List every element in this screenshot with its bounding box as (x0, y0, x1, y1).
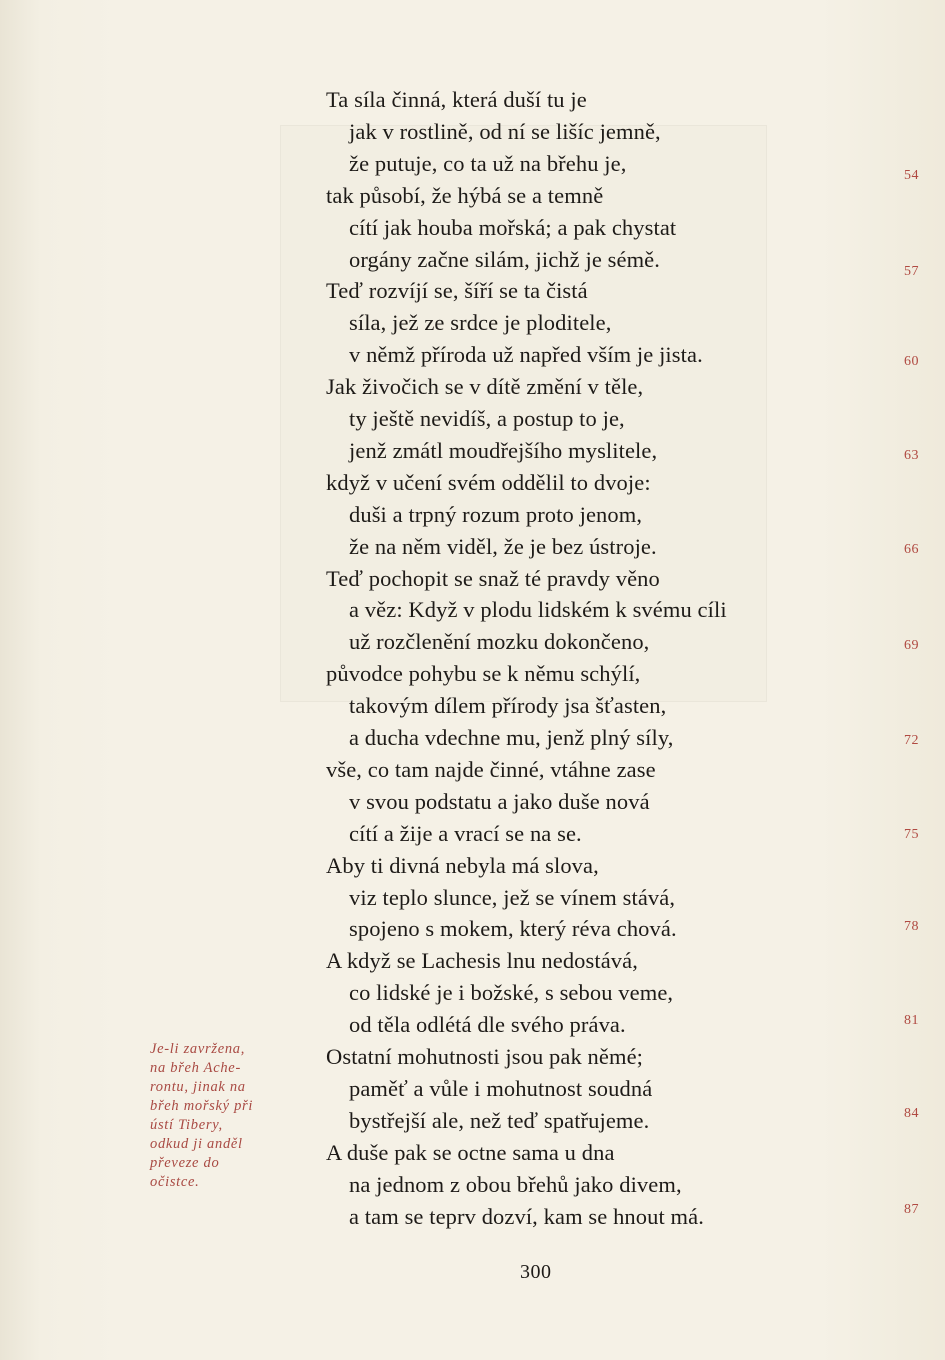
verse-line: že na něm viděl, že je bez ústroje. (349, 533, 657, 559)
line-number: 54 (904, 168, 919, 183)
verse-line: duši a trpný rozum proto jenom, (349, 501, 643, 527)
verse-line: a tam se teprv dozví, kam se hnout má. (349, 1203, 704, 1229)
line-number: 81 (904, 1013, 919, 1028)
verse-line: že putuje, co ta už na břehu je, (349, 150, 627, 176)
verse-line: Jak živočich se v dítě změní v těle, (326, 374, 644, 400)
margin-note-line: odkud ji anděl (150, 1136, 243, 1152)
verse-line: spojeno s mokem, který réva chová. (349, 916, 677, 942)
margin-note-line: břeh mořský při (150, 1098, 254, 1114)
verse-line: a věz: Když v plodu lidském k svému cíli (349, 597, 727, 623)
verse-line: cítí jak houba mořská; a pak chystat (349, 214, 677, 240)
verse-line: orgány začne silám, jichž je sémě. (349, 246, 660, 272)
verse-line: už rozčlenění mozku dokončeno, (349, 629, 650, 655)
page-number: 300 (520, 1261, 552, 1283)
verse-line: Teď pochopit se snaž té pravdy věno (326, 565, 660, 591)
margin-note (150, 1040, 290, 1192)
verse-line: paměť a vůle i mohutnost soudná (349, 1075, 653, 1101)
verse-line: v němž příroda už napřed vším je jista. (349, 342, 703, 368)
margin-note-line: Je-li zavržena, (150, 1041, 246, 1057)
verse-line: na jednom z obou břehů jako divem, (349, 1171, 682, 1197)
margin-note-line: ústí Tibery, (150, 1117, 223, 1133)
verse-line: tak působí, že hýbá se a temně (326, 182, 604, 208)
line-number: 75 (904, 827, 919, 842)
verse-line: síla, jež ze srdce je ploditele, (349, 310, 612, 336)
verse-line: cítí a žije a vrací se na se. (349, 820, 582, 846)
verse-line: a ducha vdechne mu, jenž plný síly, (349, 725, 674, 750)
verse-line: A když se Lachesis lnu nedostává, (326, 948, 638, 974)
verse-line: vše, co tam najde činné, vtáhne zase (326, 756, 656, 782)
line-number: 72 (904, 733, 919, 748)
line-number: 57 (904, 264, 919, 279)
verse-line: jenž zmátl moudřejšího myslitele, (349, 437, 658, 463)
verse-line: Teď rozvíjí se, šíří se ta čistá (326, 278, 588, 304)
verse-line: když v učení svém oddělil to dvoje: (326, 469, 651, 495)
verse-line: původce pohybu se k němu schýlí, (326, 661, 641, 687)
line-number: 87 (904, 1202, 919, 1217)
verse-line: A duše pak se octne sama u dna (326, 1139, 615, 1165)
verse-line: co lidské je i božské, s sebou veme, (349, 980, 674, 1006)
verse-line: Ostatní mohutnosti jsou pak němé; (326, 1044, 644, 1069)
line-number: 63 (904, 448, 919, 463)
margin-note-line: na břeh Ache- (150, 1060, 241, 1076)
verse-line: Aby ti divná nebyla má slova, (326, 852, 599, 878)
line-number: 78 (904, 919, 919, 934)
verse-line: jak v rostlině, od ní se lišíc jemně, (349, 118, 661, 144)
line-number: 66 (904, 542, 919, 557)
line-number: 84 (904, 1106, 919, 1121)
verse-line: viz teplo slunce, jež se vínem stává, (349, 884, 676, 910)
verse-line: v svou podstatu a jako duše nová (349, 788, 650, 814)
verse-line: bystřejší ale, než teď spatřujeme. (349, 1107, 650, 1133)
verse-line: ty ještě nevidíš, a postup to je, (349, 406, 625, 431)
margin-note-line: rontu, jinak na (150, 1079, 246, 1095)
line-number: 60 (904, 354, 919, 369)
verse-line: Ta síla činná, která duší tu je (326, 87, 587, 112)
line-number: 69 (904, 638, 919, 653)
verse-line: takovým dílem přírody jsa šťasten, (349, 693, 667, 719)
margin-note-line: očistce. (150, 1174, 200, 1190)
margin-note-line: převeze do (150, 1155, 220, 1171)
verse-line: od těla odlétá dle svého práva. (349, 1012, 626, 1038)
